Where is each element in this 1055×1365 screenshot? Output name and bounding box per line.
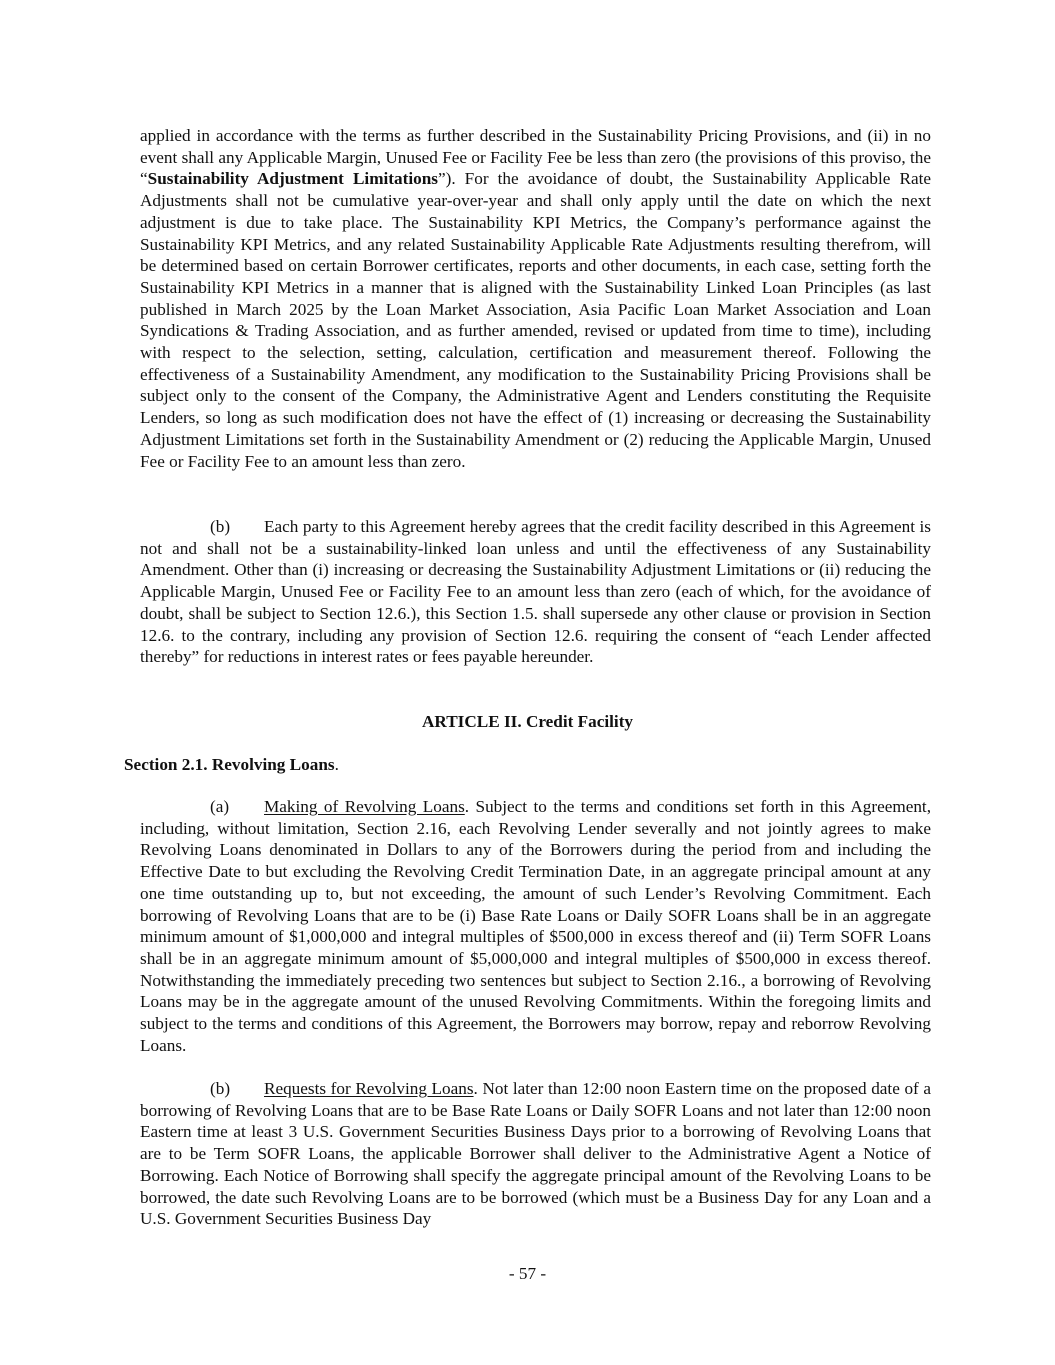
paragraph-sustainability-limitations	[140, 125, 931, 472]
paragraph-b-sustainability-loan	[140, 516, 931, 668]
clause-label: (b)	[210, 517, 231, 536]
section-title-period: .	[334, 755, 339, 774]
paragraph-text: . Not later than 12:00 noon Eastern time on the proposed date of a borrowing of Revolving Loans that are to be Base Rate Loans or Daily SOFR Loans and not later than 12:00 noon Eastern time at least 3 U.S. Government Securities Business Days prior to a borrowing of Revolving Loans that are to be Term SOFR Loans, the applicable Borrower shall deliver to the Administrative Agent a Notice of Borrowing. Each Notice of Borrowing shall specify the aggregate principal amount of the Revolving Loans to be borrowed, the date such Revolving Loans are to be borrowed (which must be a Business Day for any Loan and a U.S. Government Securities Business Day	[140, 1079, 931, 1229]
clause-label: (a)	[210, 797, 230, 816]
paragraph-text: applied in accordance with the terms as further described in the Sustainability Pricing Provisions, and (ii) in no event shall any Applicable Margin, Unused Fee or Facility Fee be less than zero (the provisions of this proviso, the “	[140, 126, 931, 189]
paragraph-text: . Subject to the terms and conditions set forth in this Agreement, including, without limitation, Section 2.16, each Revolving Lender severally and not jointly agrees to make Revolving Loans denominated in Dollars to any of the Borrowers during the period from and including the Effective Date to but excluding the Revolving Credit Termination Date, in an aggregate principal amount at any one time outstanding up to, but not exceeding, the amount of such Lender’s Revolving Commitment. Each borrowing of Revolving Loans that are to be (i) Base Rate Loans or Daily SOFR Loans shall be in an aggregate minimum amount of $1,000,000 and integral multiples of $500,000 in excess thereof and (ii) Term SOFR Loans shall be in an aggregate minimum amount of $5,000,000 and integral multiples of $500,000 in excess thereof. Notwithstanding the immediately preceding two sentences but subject to Section 2.16., a borrowing of Revolving Loans may be in the aggregate amount of the unused Revolving Commitments. Within the foregoing limits and subject to the terms and conditions of this Agreement, the Borrowers may borrow, repay and reborrow Revolving Loans.	[140, 797, 931, 1055]
clause-label: (b)	[210, 1079, 231, 1098]
paragraph-text: Each party to this Agreement hereby agrees that the credit facility described in this Agreement is not and shall not be a sustainability-linked loan unless and until the effectiveness of any Sustainability Amendment. Other than (i) increasing or decreasing the Sustainability Adjustment Limitations or (ii) reducing the Applicable Margin, Unused Fee or Facility Fee to an amount less than zero (each of which, for the avoidance of doubt, shall be subject to Section 12.6.), this Section 1.5. shall supersede any other clause or provision in Section 12.6. to the contrary, including any provision of Section 12.6. requiring the consent of “each Lender affected thereby” for reductions in interest rates or fees payable hereunder.	[140, 517, 931, 667]
page-number: - 57 -	[508, 1264, 547, 1283]
paragraph-b-requests-for-revolving-loans	[140, 1078, 931, 1230]
clause-caption: Making of Revolving Loans	[264, 797, 465, 816]
section-title: Section 2.1. Revolving Loans	[124, 755, 335, 774]
paragraph-a-making-of-revolving-loans	[140, 796, 931, 1056]
article-heading: ARTICLE II. Credit Facility	[421, 712, 634, 731]
defined-term: Sustainability Adjustment Limitations	[147, 169, 438, 189]
clause-caption: Requests for Revolving Loans	[264, 1079, 474, 1098]
paragraph-text: ”). For the avoidance of doubt, the Sustainability Applicable Rate Adjustments shall not be cumulative year-over-year and shall only apply until the date on which the next adjustment is due to take place. The Sustainability KPI Metrics, the Company’s performance against the Sustainability KPI Metrics, and any related Sustainability Applicable Rate Adjustments resulting therefrom, will be determined based on certain Borrower certificates, reports and other documents, in each case, setting forth the Sustainability KPI Metrics in a manner that is aligned with the Sustainability Linked Loan Principles (as last published in March 2025 by the Loan Market Association, Asia Pacific Loan Market Association and Loan Syndications & Trading Association, and as further amended, revised or updated from time to time), including with respect to the selection, setting, calculation, certification and measurement thereof. Following the effectiveness of a Sustainability Amendment, any modification to the Sustainability Pricing Provisions shall be subject only to the consent of the Company, the Administrative Agent and Lenders constituting the Requisite Lenders, so long as such modification does not have the effect of (1) increasing or decreasing the Sustainability Adjustment Limitations set forth in the Sustainability Amendment or (2) reducing the Applicable Margin, Unused Fee or Facility Fee to an amount less than zero.	[140, 169, 931, 471]
section-heading	[124, 754, 339, 776]
